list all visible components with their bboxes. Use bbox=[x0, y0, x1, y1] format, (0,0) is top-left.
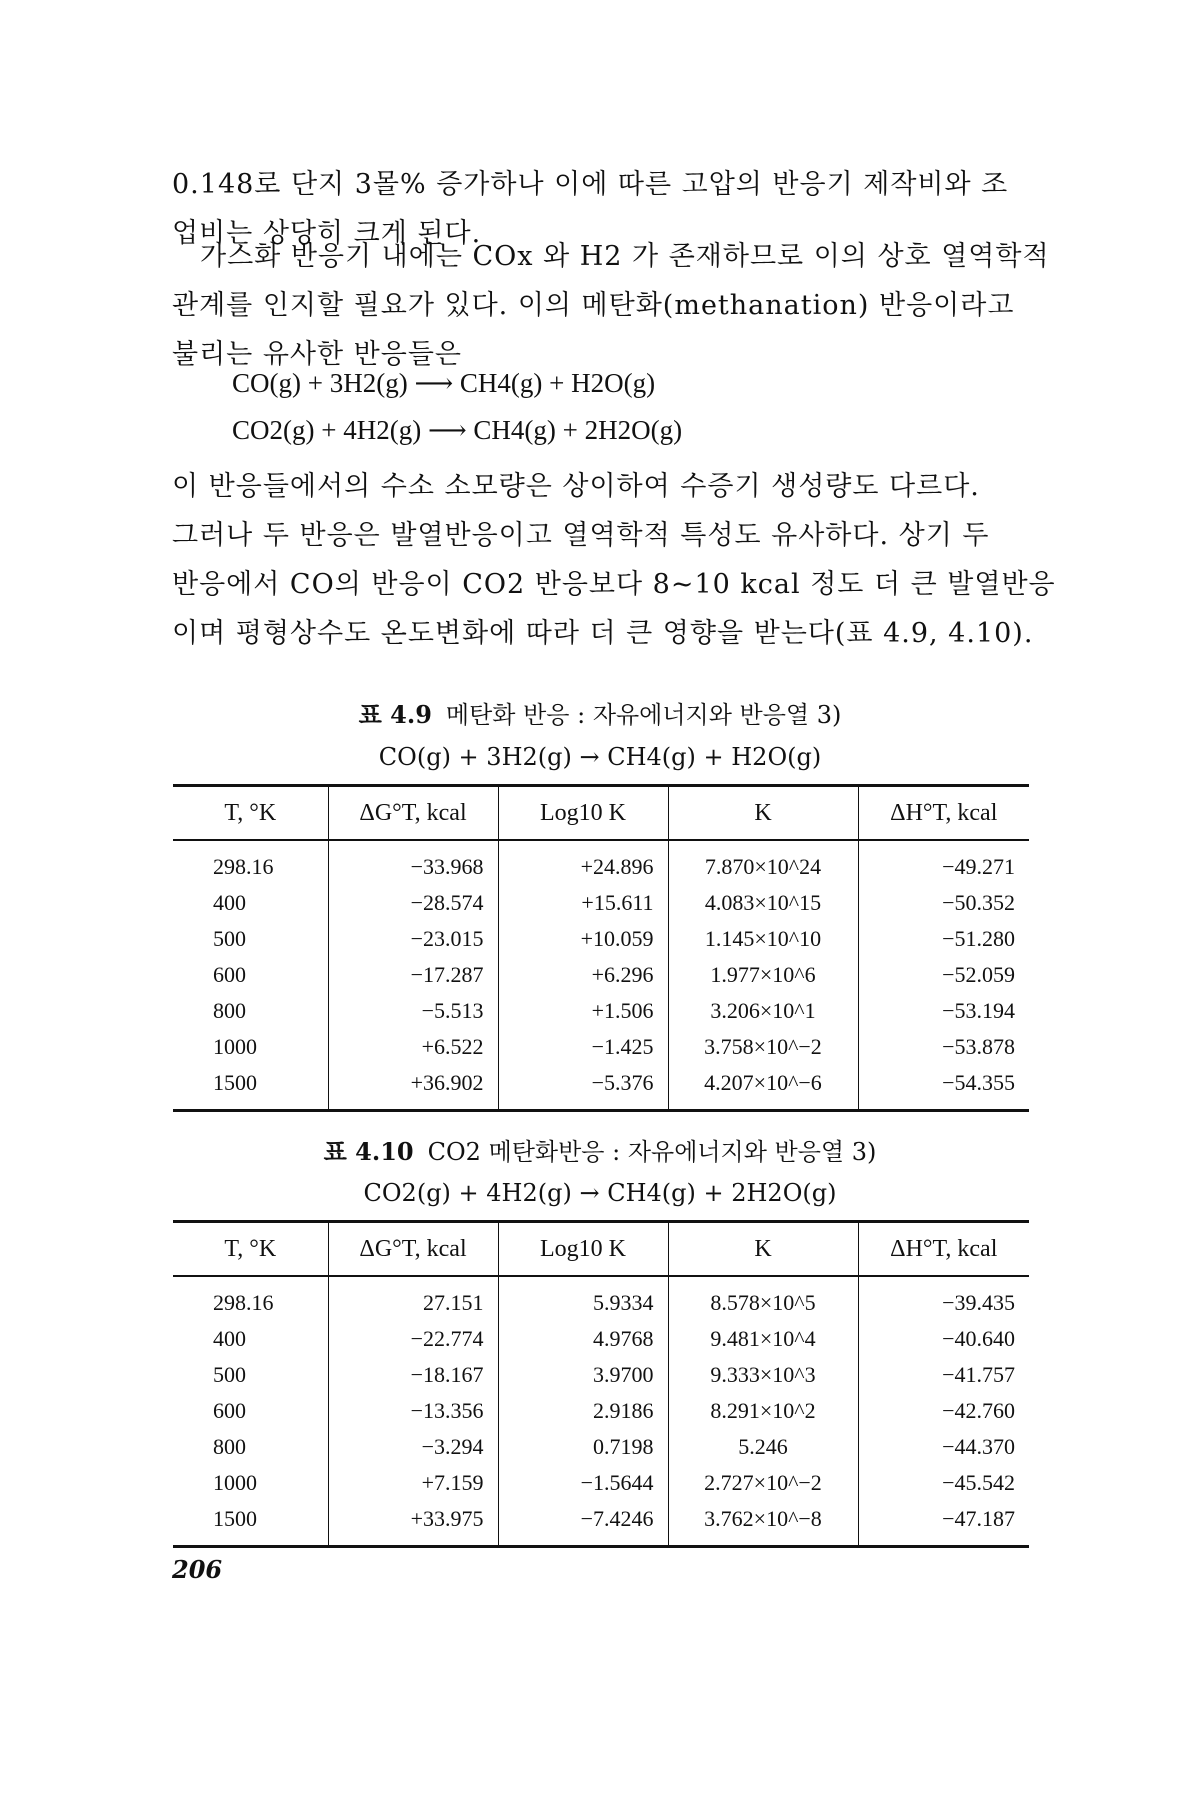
header-cell: T, °K bbox=[224, 1235, 277, 1262]
table-cell: −39.435 bbox=[858, 1276, 1029, 1321]
header-cell: ΔH°T, kcal bbox=[858, 1222, 1029, 1277]
table-cell: 298.16 bbox=[213, 854, 274, 879]
paragraph-line: 관계를 인지할 필요가 있다. 이의 메탄화(methanation) 반응이라고 bbox=[172, 290, 1015, 321]
table-row bbox=[173, 1029, 1029, 1065]
table-row bbox=[173, 885, 1029, 921]
paragraph-2 bbox=[172, 232, 1050, 379]
table-caption bbox=[0, 1133, 1200, 1171]
table-cell: +6.522 bbox=[328, 1029, 498, 1065]
paragraph-line: 이며 평형상수도 온도변화에 따라 더 큰 영향을 받는다(표 4.9, 4.10). bbox=[172, 618, 1034, 649]
table-cell: 3.9700 bbox=[498, 1357, 668, 1393]
table-cell: −47.187 bbox=[858, 1501, 1029, 1547]
table-row bbox=[173, 1321, 1029, 1357]
table-cell: −28.574 bbox=[328, 885, 498, 921]
table-row bbox=[173, 840, 1029, 885]
table-cell: +1.506 bbox=[498, 993, 668, 1029]
table-cell: 1500 bbox=[213, 1506, 257, 1531]
table-cell: 800 bbox=[213, 1434, 246, 1459]
header-cell: K bbox=[668, 786, 858, 841]
table-cell: 400 bbox=[213, 1326, 246, 1351]
table-cell: 8.291×10^2 bbox=[668, 1393, 858, 1429]
table-cell: +24.896 bbox=[498, 840, 668, 885]
table-cell: 298.16 bbox=[213, 1290, 274, 1315]
table-header-row bbox=[173, 1222, 1029, 1277]
table-cell: 3.758×10^−2 bbox=[668, 1029, 858, 1065]
table-title: CO2 메탄화반응 : 자유에너지와 반응열 3) bbox=[427, 1138, 877, 1166]
table-cell: −17.287 bbox=[328, 957, 498, 993]
header-cell: ΔG°T, kcal bbox=[328, 786, 498, 841]
table-cell: −54.355 bbox=[858, 1065, 1029, 1111]
table-cell: −18.167 bbox=[328, 1357, 498, 1393]
table-cell: +7.159 bbox=[328, 1465, 498, 1501]
table-title: 메탄화 반응 : 자유에너지와 반응열 3) bbox=[445, 701, 842, 729]
header-cell: Log10 K bbox=[498, 786, 668, 841]
table-reaction: CO2(g) + 4H2(g) → CH4(g) + 2H2O(g) bbox=[363, 1179, 837, 1207]
table-cell: 600 bbox=[213, 1398, 246, 1423]
table-row bbox=[173, 957, 1029, 993]
paragraph-line: 가스화 반응기 내에는 COx 와 H2 가 존재하므로 이의 상호 열역학적 bbox=[200, 241, 1050, 272]
header-cell: ΔG°T, kcal bbox=[328, 1222, 498, 1277]
table-cell: 600 bbox=[213, 962, 246, 987]
table-caption bbox=[0, 696, 1200, 734]
table-cell: 1000 bbox=[213, 1034, 257, 1059]
table-cell: 1500 bbox=[213, 1070, 257, 1095]
table-row bbox=[173, 1065, 1029, 1111]
paragraph-line: 불리는 유사한 반응들은 bbox=[172, 339, 462, 370]
table-cell: 27.151 bbox=[328, 1276, 498, 1321]
table-header-row bbox=[173, 786, 1029, 841]
table-cell: −1.425 bbox=[498, 1029, 668, 1065]
header-cell: T, °K bbox=[224, 799, 277, 826]
table-cell: −33.968 bbox=[328, 840, 498, 885]
thermo-table-co2 bbox=[173, 1220, 1029, 1548]
table-cell: −23.015 bbox=[328, 921, 498, 957]
table-cell: −13.356 bbox=[328, 1393, 498, 1429]
table-cell: 9.481×10^4 bbox=[668, 1321, 858, 1357]
table-cell: −50.352 bbox=[858, 885, 1029, 921]
table-cell: 500 bbox=[213, 1362, 246, 1387]
paragraph-line: 그러나 두 반응은 발열반응이고 열역학적 특성도 유사하다. 상기 두 bbox=[172, 520, 990, 551]
table-cell: −7.4246 bbox=[498, 1501, 668, 1547]
table-cell: −5.513 bbox=[328, 993, 498, 1029]
table-cell: 5.9334 bbox=[498, 1276, 668, 1321]
table-cell: 8.578×10^5 bbox=[668, 1276, 858, 1321]
table-cell: 7.870×10^24 bbox=[668, 840, 858, 885]
table-cell: 0.7198 bbox=[498, 1429, 668, 1465]
table-row bbox=[173, 1465, 1029, 1501]
table-cell: +36.902 bbox=[328, 1065, 498, 1111]
table-cell: −53.194 bbox=[858, 993, 1029, 1029]
table-reaction: CO(g) + 3H2(g) → CH4(g) + H2O(g) bbox=[378, 743, 822, 771]
table-cell: −42.760 bbox=[858, 1393, 1029, 1429]
table-cell: 1.145×10^10 bbox=[668, 921, 858, 957]
table-row bbox=[173, 1357, 1029, 1393]
table-cell: 800 bbox=[213, 998, 246, 1023]
header-cell: Log10 K bbox=[498, 1222, 668, 1277]
table-cell: 500 bbox=[213, 926, 246, 951]
header-cell: K bbox=[668, 1222, 858, 1277]
table-row bbox=[173, 921, 1029, 957]
table-cell: −53.878 bbox=[858, 1029, 1029, 1065]
table-cell: −49.271 bbox=[858, 840, 1029, 885]
table-row bbox=[173, 1276, 1029, 1321]
table-number: 표 4.9 bbox=[358, 700, 432, 729]
equation-2: CO2(g) + 4H2(g) ⟶ CH4(g) + 2H2O(g) bbox=[232, 415, 683, 445]
table-cell: −44.370 bbox=[858, 1429, 1029, 1465]
table-cell: −45.542 bbox=[858, 1465, 1029, 1501]
table-cell: −51.280 bbox=[858, 921, 1029, 957]
table-cell: 4.9768 bbox=[498, 1321, 668, 1357]
paragraph-line: 0.148로 단지 3몰% 증가하나 이에 따른 고압의 반응기 제작비와 조 bbox=[172, 169, 1009, 200]
table-cell: 2.727×10^−2 bbox=[668, 1465, 858, 1501]
table-cell: 4.207×10^−6 bbox=[668, 1065, 858, 1111]
table-cell: −5.376 bbox=[498, 1065, 668, 1111]
table-cell: 3.206×10^1 bbox=[668, 993, 858, 1029]
table-cell: +6.296 bbox=[498, 957, 668, 993]
paragraph-line: 업비는 상당히 크게 된다. bbox=[172, 218, 482, 249]
table-cell: 9.333×10^3 bbox=[668, 1357, 858, 1393]
table-cell: 1.977×10^6 bbox=[668, 957, 858, 993]
table-cell: −40.640 bbox=[858, 1321, 1029, 1357]
table-cell: −41.757 bbox=[858, 1357, 1029, 1393]
table-cell: 2.9186 bbox=[498, 1393, 668, 1429]
table-cell: 400 bbox=[213, 890, 246, 915]
table-cell: +15.611 bbox=[498, 885, 668, 921]
table-cell: −52.059 bbox=[858, 957, 1029, 993]
table-cell: +33.975 bbox=[328, 1501, 498, 1547]
table-cell: −22.774 bbox=[328, 1321, 498, 1357]
header-cell: ΔH°T, kcal bbox=[858, 786, 1029, 841]
page-number: 206 bbox=[172, 1555, 223, 1584]
paragraph-line: 이 반응들에서의 수소 소모량은 상이하여 수증기 생성량도 다르다. bbox=[172, 471, 980, 502]
table-cell: −1.5644 bbox=[498, 1465, 668, 1501]
table-row bbox=[173, 1501, 1029, 1547]
table-row bbox=[173, 993, 1029, 1029]
thermo-table-co bbox=[173, 784, 1029, 1112]
paragraph-3 bbox=[172, 462, 1056, 658]
paragraph-line: 반응에서 CO의 반응이 CO2 반응보다 8~10 kcal 정도 더 큰 발열반응 bbox=[172, 569, 1056, 600]
table-cell: +10.059 bbox=[498, 921, 668, 957]
table-row bbox=[173, 1429, 1029, 1465]
table-cell: −3.294 bbox=[328, 1429, 498, 1465]
table-row bbox=[173, 1393, 1029, 1429]
table-cell: 4.083×10^15 bbox=[668, 885, 858, 921]
table-cell: 3.762×10^−8 bbox=[668, 1501, 858, 1547]
equation-1: CO(g) + 3H2(g) ⟶ CH4(g) + H2O(g) bbox=[232, 368, 656, 398]
table-number: 표 4.10 bbox=[323, 1137, 414, 1166]
table-cell: 5.246 bbox=[668, 1429, 858, 1465]
table-cell: 1000 bbox=[213, 1470, 257, 1495]
